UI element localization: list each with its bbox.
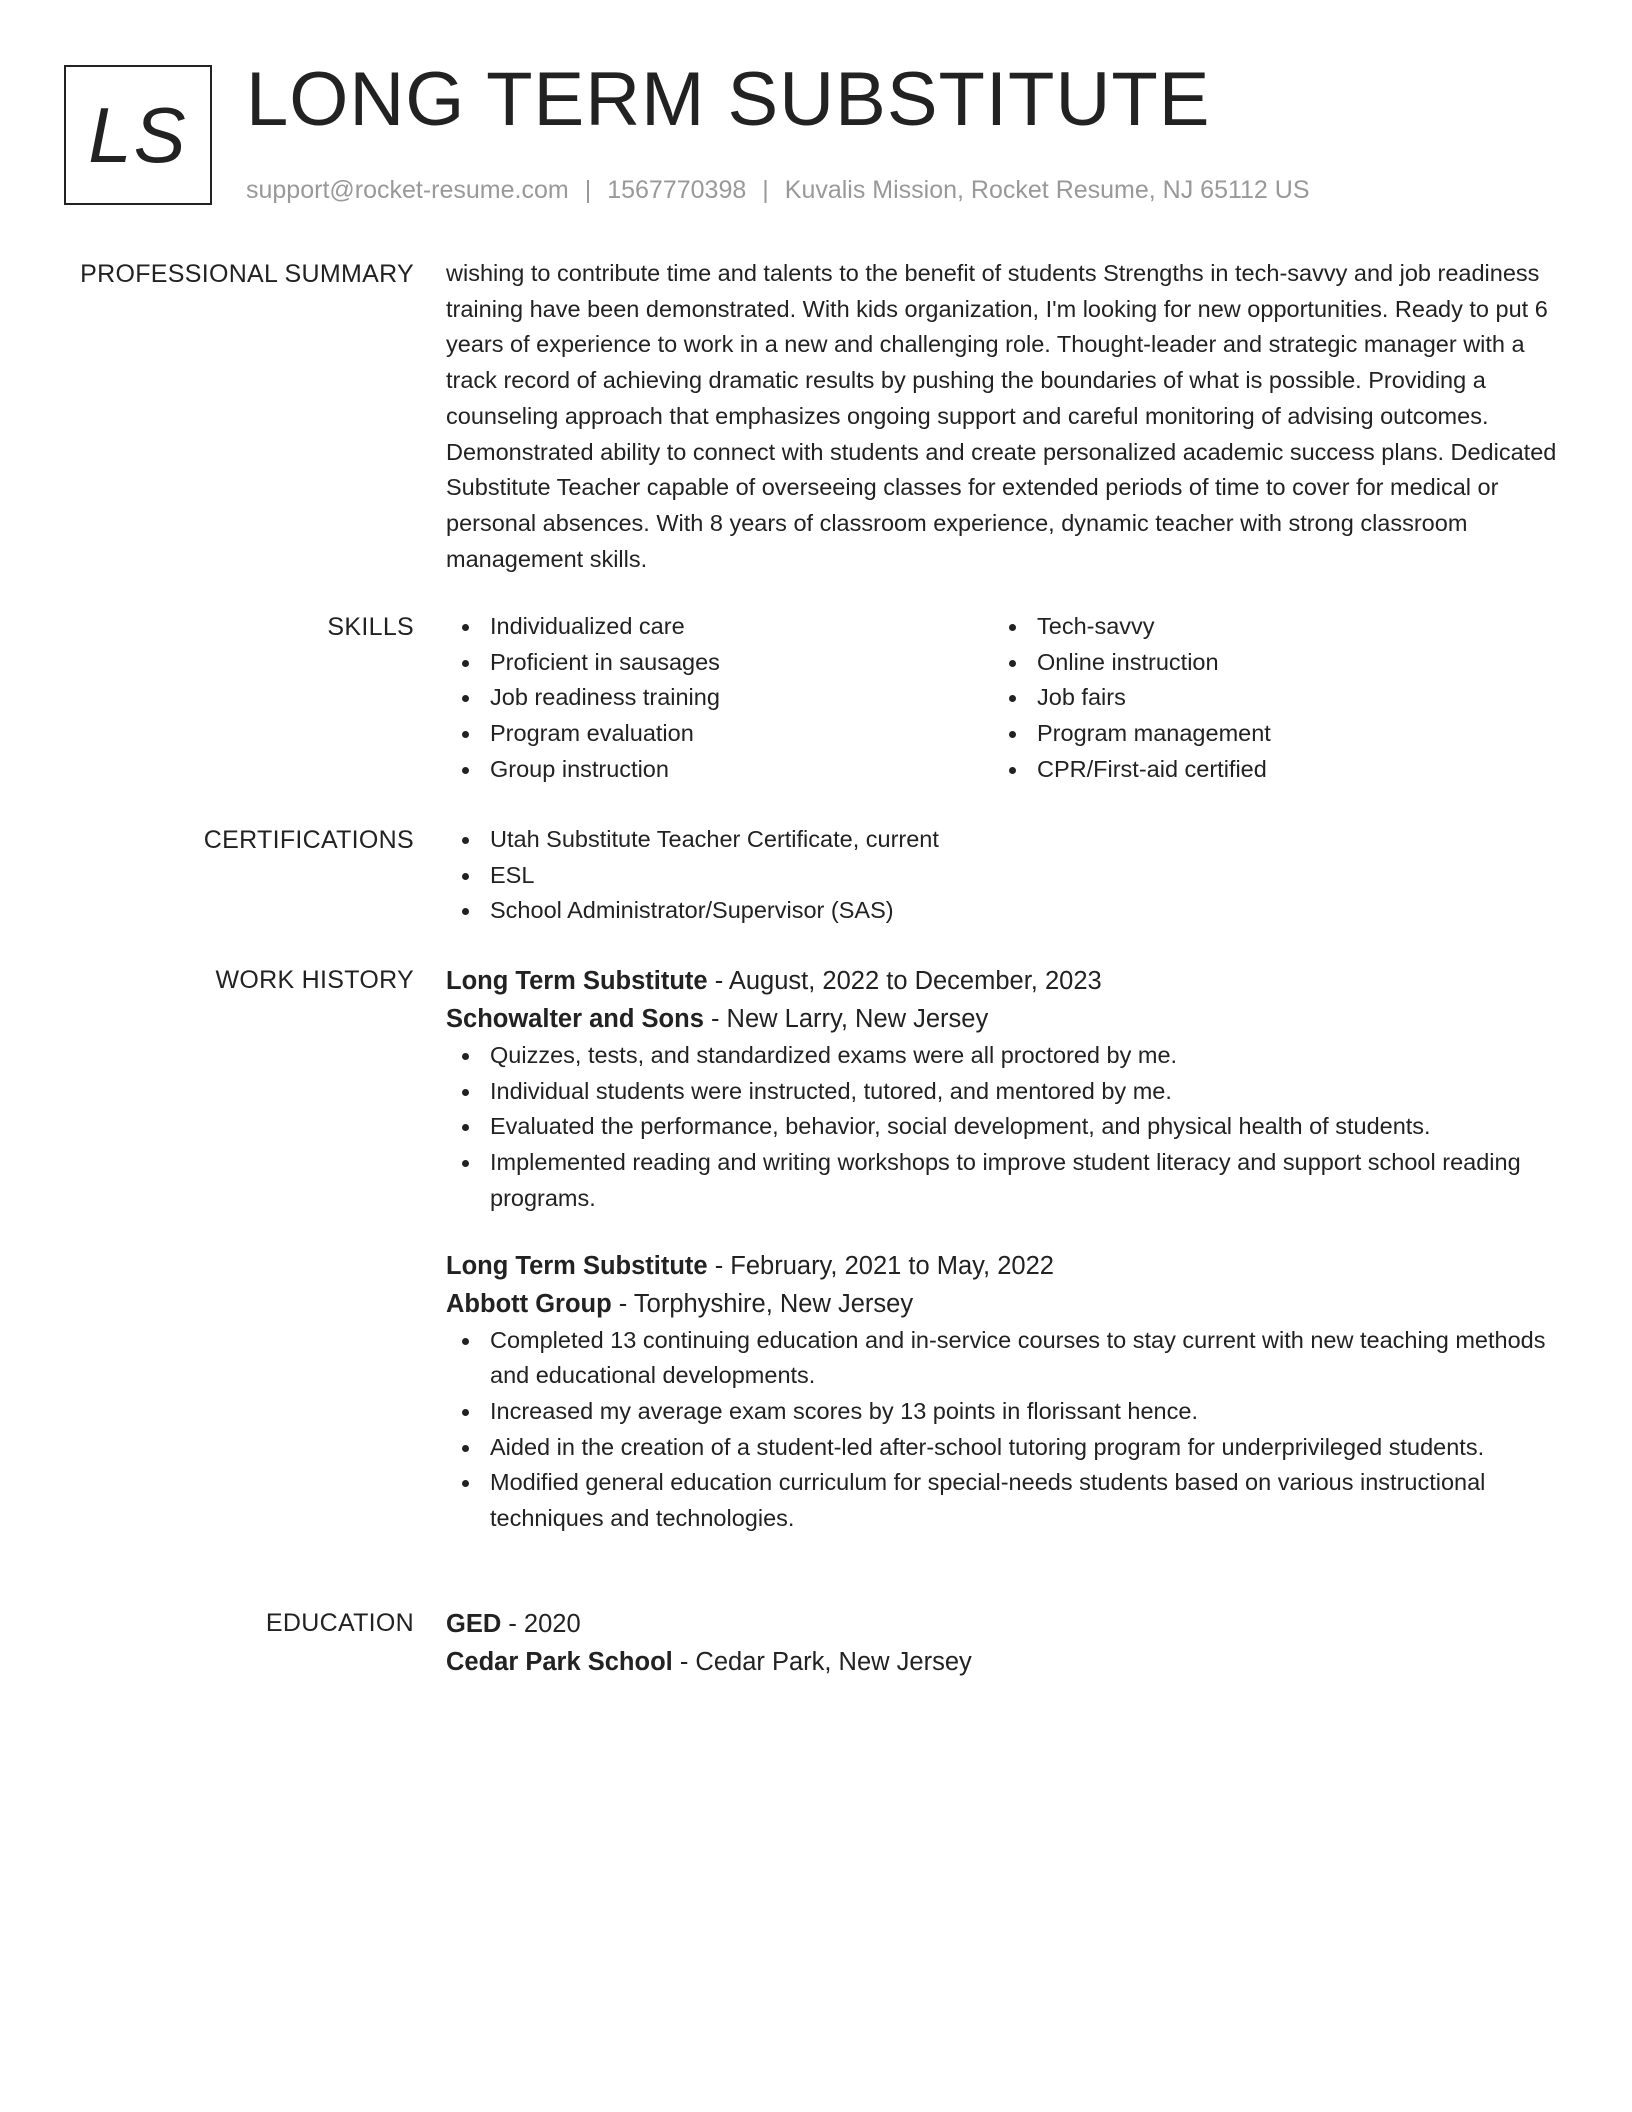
list-item: Completed 13 continuing education and in-service courses to stay current with new teaching methods and educational developments.: [446, 1323, 1562, 1394]
list-item: Increased my average exam scores by 13 points in florissant hence.: [446, 1394, 1562, 1430]
contact-address: Kuvalis Mission, Rocket Resume, NJ 65112 US: [784, 176, 1310, 204]
job-company: Schowalter and Sons: [446, 1005, 704, 1033]
list-item: Program evaluation: [446, 716, 993, 752]
list-item: Tech-savvy: [993, 609, 1540, 645]
education-year: - 2020: [501, 1610, 581, 1638]
job-title: Long Term Substitute: [446, 967, 708, 995]
section-heading-certifications: CERTIFICATIONS: [203, 826, 414, 854]
list-item: Evaluated the performance, behavior, social development, and physical health of students.: [446, 1109, 1562, 1145]
page-title: LONG TERM SUBSTITUTE: [246, 57, 1211, 142]
job-dates: - February, 2021 to May, 2022: [707, 1251, 1054, 1280]
list-item: Aided in the creation of a student-led after-school tutoring program for underprivileged students.: [446, 1430, 1562, 1466]
skills-list-right: [993, 609, 1540, 788]
section-heading-skills: SKILLS: [327, 613, 414, 641]
job-location: - Torphyshire, New Jersey: [611, 1289, 914, 1318]
job-company-line: [446, 1285, 1562, 1323]
job-title-line: [446, 1247, 1562, 1285]
education-school-line: [446, 1643, 1562, 1681]
list-item: Implemented reading and writing workshops to improve student literacy and support school reading programs.: [446, 1145, 1562, 1216]
work-history-body: [446, 962, 1562, 1537]
job-location: - New Larry, New Jersey: [703, 1005, 989, 1033]
job-entry: [446, 962, 1562, 1217]
job-dates: - August, 2022 to December, 2023: [707, 967, 1102, 995]
list-item: Program management: [993, 716, 1540, 752]
summary-body: [446, 256, 1562, 577]
list-item: Individualized care: [446, 609, 993, 645]
summary-text: wishing to contribute time and talents to the benefit of students Strengths in tech-savvy and job readiness training have been demonstrated. With kids organization, I'm looking for new opportunities. Ready to put 6 years of experience to work in a new and challenging role. Thought-leader and strategic manager with a track record of achieving dramatic results by pushing the boundaries of what is possible. Providing a counseling approach that emphasizes ongoing support and careful monitoring of advising outcomes. Demonstrated ability to connect with students and create personalized academic success plans. Dedicated Substitute Teacher capable of overseeing classes for extended periods of time to cover for medical or personal absences. With 8 years of classroom experience, dynamic teacher with strong classroom management skills.: [446, 260, 1557, 572]
list-item: CPR/First-aid certified: [993, 752, 1540, 788]
skills-grid: [446, 609, 1562, 788]
list-item: Proficient in sausages: [446, 645, 993, 681]
skills-list-left: [446, 609, 993, 788]
list-item: Job fairs: [993, 680, 1540, 716]
contact-phone: 1567770398: [607, 176, 747, 204]
list-item: Quizzes, tests, and standardized exams were all proctored by me.: [446, 1038, 1562, 1074]
list-item: Online instruction: [993, 645, 1540, 681]
monogram-logo: [64, 65, 212, 205]
job-entry: [446, 1247, 1562, 1537]
job-title: Long Term Substitute: [446, 1251, 708, 1280]
job-bullets: [446, 1038, 1562, 1217]
job-company-line: [446, 1000, 1562, 1038]
monogram-text: LS: [88, 91, 188, 179]
section-heading-education: EDUCATION: [265, 1609, 414, 1637]
education-school: Cedar Park School: [446, 1648, 673, 1676]
contact-line: [246, 175, 1310, 205]
job-bullets: [446, 1323, 1562, 1537]
education-degree: GED: [446, 1610, 502, 1638]
list-item: School Administrator/Supervisor (SAS): [446, 893, 1562, 929]
contact-email: support@rocket-resume.com: [246, 176, 569, 204]
list-item: Group instruction: [446, 752, 993, 788]
list-item: Individual students were instructed, tutored, and mentored by me.: [446, 1074, 1562, 1110]
section-heading-summary: PROFESSIONAL SUMMARY: [80, 260, 414, 288]
certifications-list: [446, 822, 1562, 929]
job-company: Abbott Group: [446, 1289, 612, 1318]
list-item: Modified general education curriculum for special-needs students based on various instructional techniques and technologies.: [446, 1465, 1562, 1536]
education-degree-line: [446, 1605, 1562, 1643]
education-body: [446, 1605, 1562, 1681]
contact-separator: |: [762, 176, 769, 204]
list-item: ESL: [446, 858, 1562, 894]
section-heading-work-history: WORK HISTORY: [215, 966, 414, 994]
education-location: - Cedar Park, New Jersey: [672, 1648, 972, 1676]
list-item: Job readiness training: [446, 680, 993, 716]
contact-separator: |: [584, 176, 592, 204]
certifications-body: [446, 822, 1562, 929]
list-item: Utah Substitute Teacher Certificate, current: [446, 822, 1562, 858]
job-title-line: [446, 962, 1562, 1000]
